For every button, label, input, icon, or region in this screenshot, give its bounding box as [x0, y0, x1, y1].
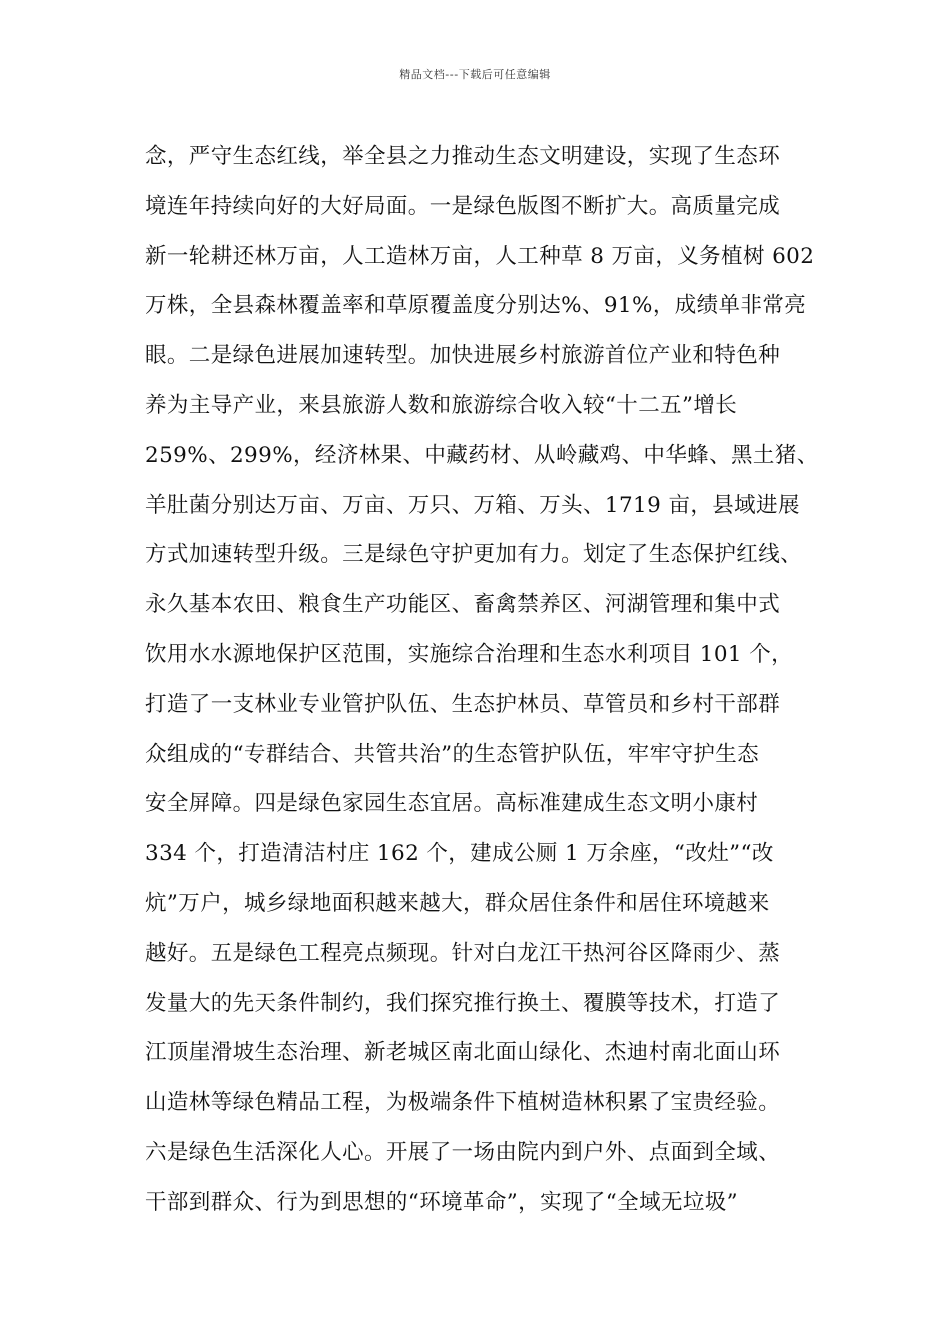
body-paragraph	[145, 132, 845, 1228]
page-header: 精品文档---下载后可任意编辑	[399, 68, 551, 81]
text-line: 炕”万户，城乡绿地面积越来越大，群众居住条件和居住环境越来	[145, 890, 770, 916]
text-line: 发量大的先天条件制约，我们探究推行换土、覆膜等技术，打造了	[145, 990, 781, 1016]
text-line: 养为主导产业，来县旅游人数和旅游综合收入较“十二五”增长	[145, 392, 738, 418]
text-line: 干部到群众、行为到思想的“环境革命”，实现了“全域无垃圾”	[145, 1189, 739, 1215]
text-line: 眼。二是绿色进展加速转型。加快进展乡村旅游首位产业和特色种	[145, 343, 781, 369]
text-line: 众组成的“专群结合、共管共治”的生态管护队伍，牢牢守护生态	[145, 741, 760, 767]
text-line: 方式加速转型升级。三是绿色守护更加有力。划定了生态保护红线、	[145, 542, 803, 568]
text-line: 新一轮耕还林万亩，人工造林万亩，人工种草 8 万亩，义务植树 602	[145, 243, 815, 269]
text-line: 山造林等绿色精品工程，为极端条件下植树造林积累了宝贵经验。	[145, 1090, 781, 1116]
text-line: 境连年持续向好的大好局面。一是绿色版图不断扩大。高质量完成	[145, 193, 781, 219]
text-line: 永久基本农田、粮食生产功能区、畜禽禁养区、河湖管理和集中式	[145, 592, 781, 618]
text-line: 安全屏障。四是绿色家园生态宜居。高标准建成生态文明小康村	[145, 791, 759, 817]
text-line: 饮用水水源地保护区范围，实施综合治理和生态水利项目 101 个，	[145, 641, 794, 667]
text-line: 念，严守生态红线，举全县之力推动生态文明建设，实现了生态环	[145, 144, 781, 169]
text-line: 江顶崖滑坡生态治理、新老城区南北面山绿化、杰迪村南北面山环	[145, 1040, 781, 1066]
text-line: 羊肚菌分别达万亩、万亩、万只、万箱、万头、1719 亩，县域进展	[145, 492, 800, 518]
text-line: 万株，全县森林覆盖率和草原覆盖度分别达%、91%，成绩单非常亮	[145, 293, 807, 319]
text-line: 六是绿色生活深化人心。开展了一场由院内到户外、点面到全域、	[145, 1139, 781, 1165]
text-line: 334 个，打造清洁村庄 162 个，建成公厕 1 万余座，“改灶”“改	[145, 841, 774, 867]
text-line: 打造了一支林业专业管护队伍、生态护林员、草管员和乡村干部群	[145, 691, 781, 717]
text-line: 259%、299%，经济林果、中藏药材、从岭藏鸡、中华蜂、黑土猪、	[145, 442, 819, 468]
text-line: 越好。五是绿色工程亮点频现。针对白龙江干热河谷区降雨少、蒸	[145, 940, 781, 966]
